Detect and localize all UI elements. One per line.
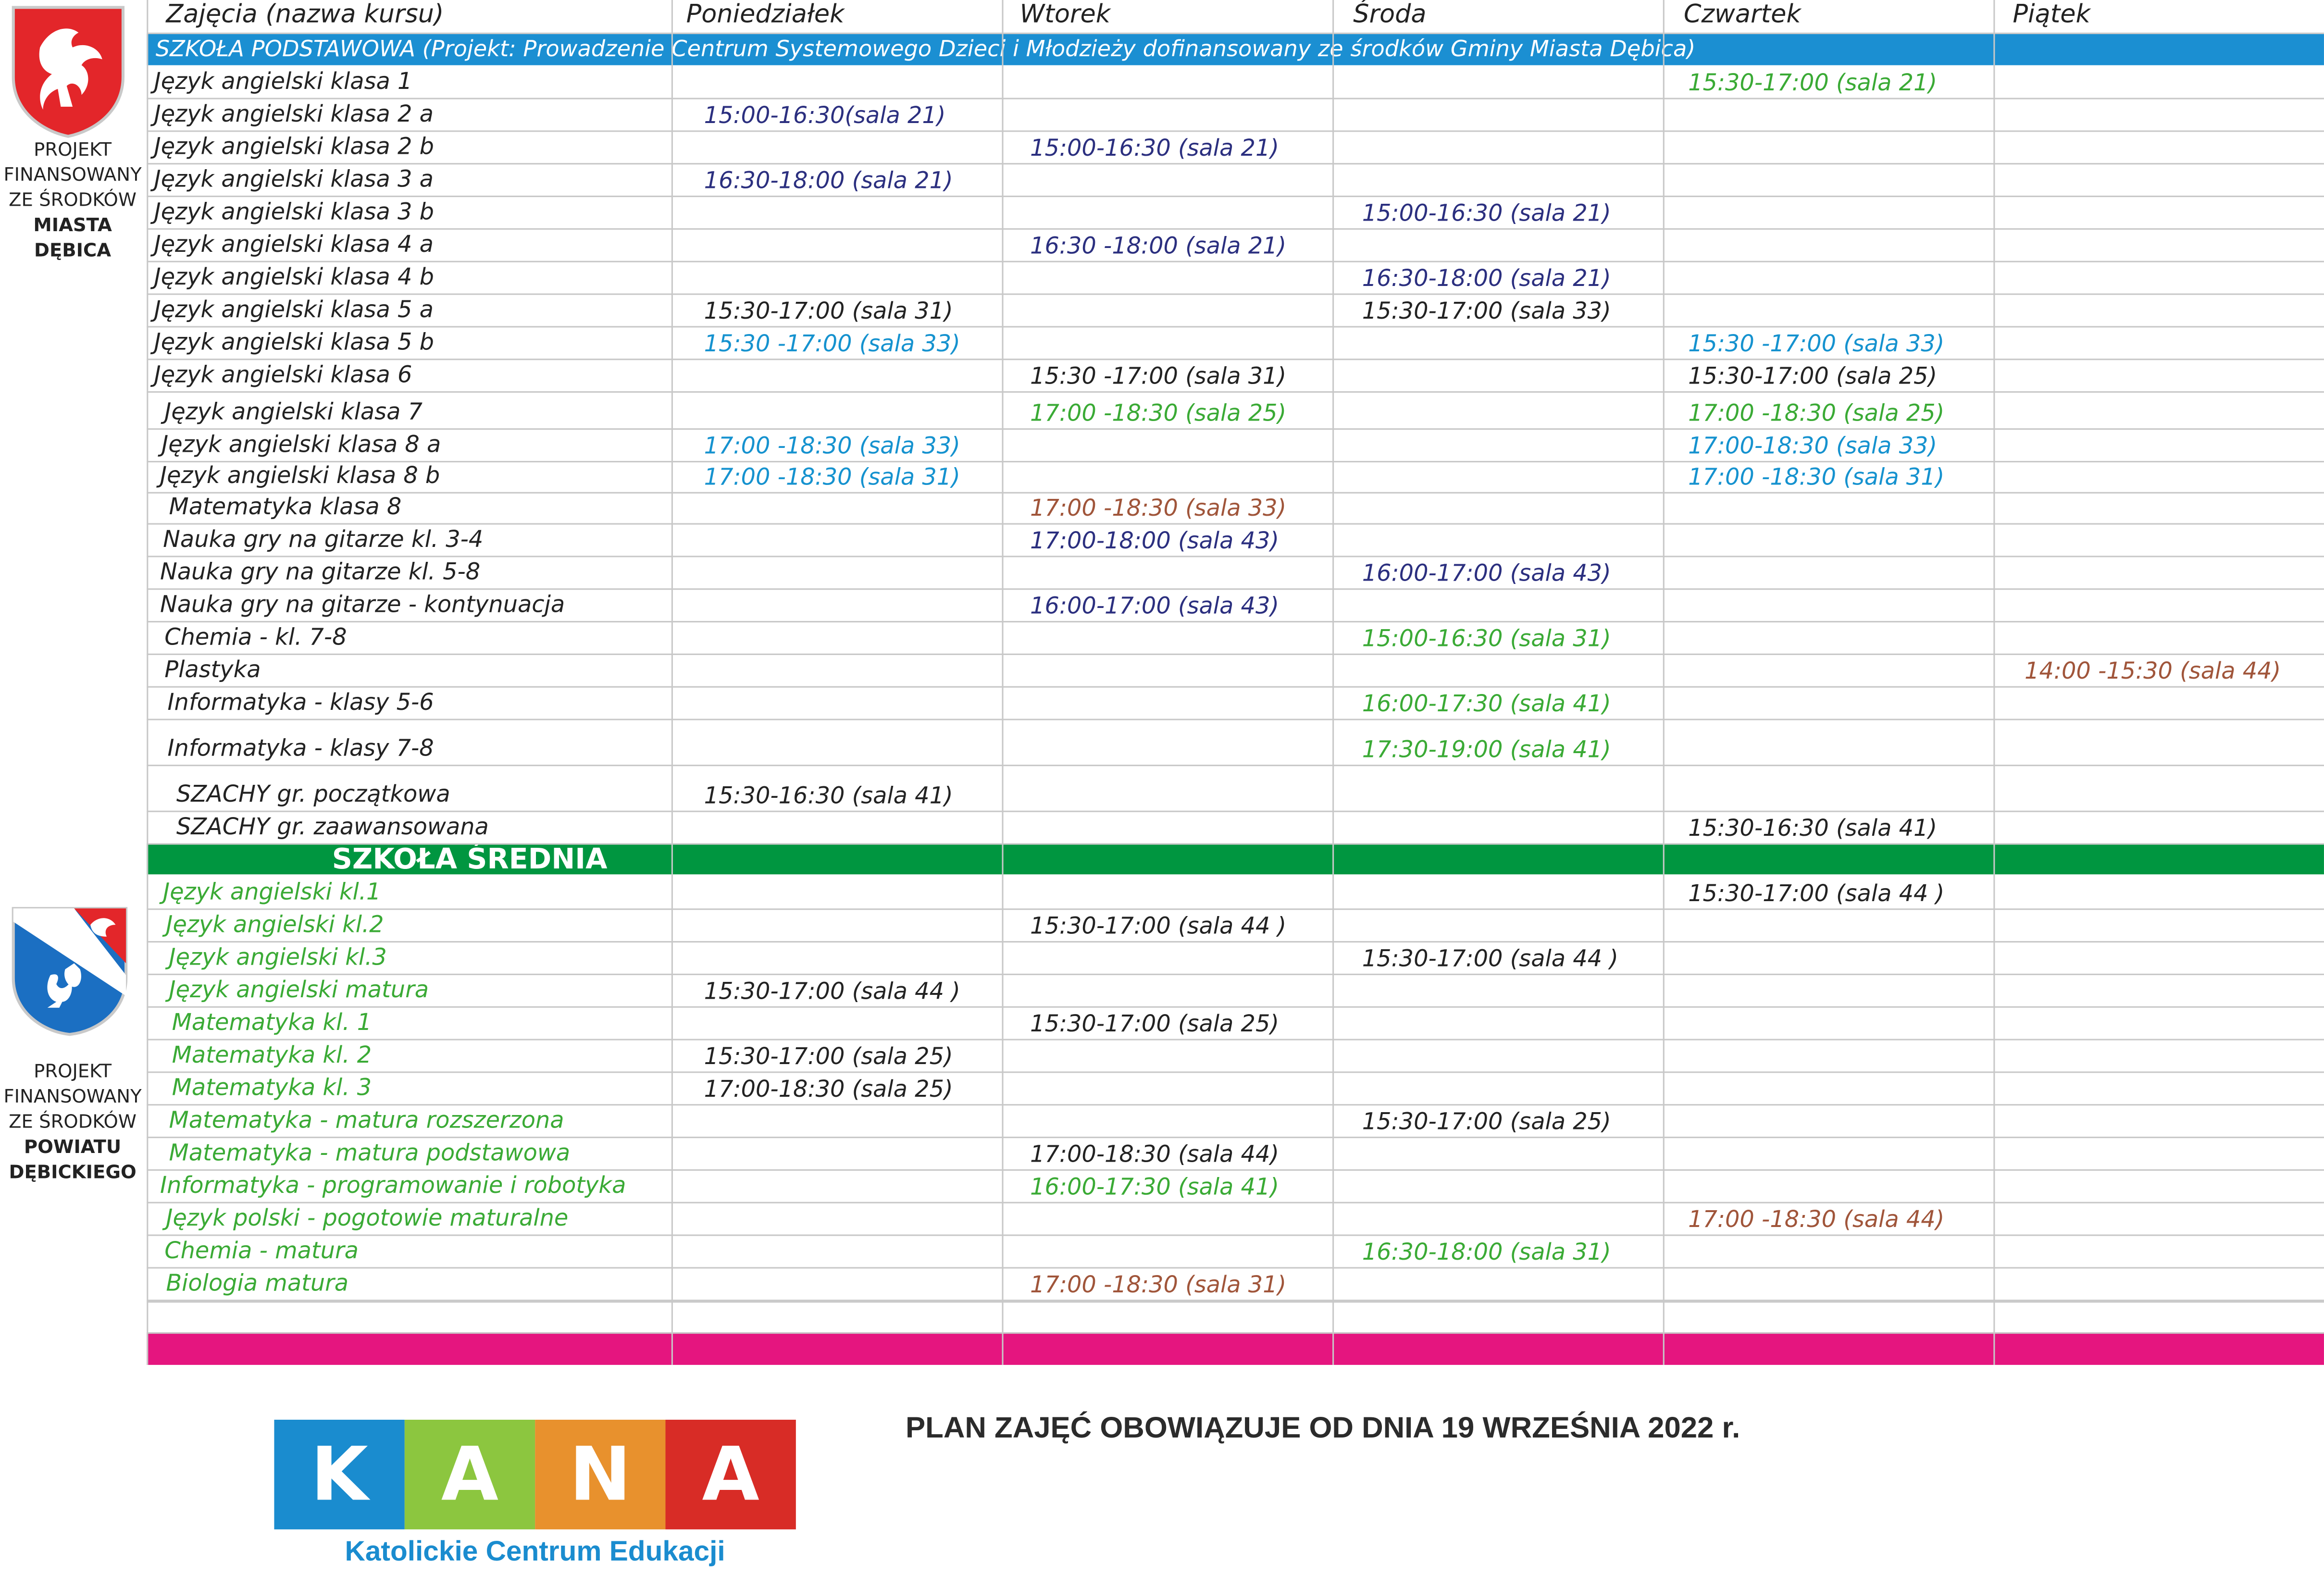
kana-letter-n: N <box>535 1420 665 1529</box>
grid-row-line <box>147 843 2324 845</box>
grid-row-line <box>147 588 2324 590</box>
primary-course-name: Język angielski klasa 8 b <box>160 462 440 489</box>
secondary-course-name: Matematyka kl. 3 <box>172 1074 372 1102</box>
secondary-course-name: Język angielski kl.3 <box>169 944 387 971</box>
secondary-course-name: Język polski - pogotowie maturalne <box>166 1204 569 1232</box>
kana-letter-a2: A <box>665 1420 795 1529</box>
primary-time-cell: 16:30-18:00 (sala 21) <box>704 167 953 194</box>
primary-course-name: Informatyka - klasy 5-6 <box>167 689 434 716</box>
county-caption-bold: POWIATU <box>24 1135 122 1158</box>
grid-row-line <box>147 294 2324 295</box>
kana-letter-a: A <box>405 1420 535 1529</box>
primary-course-name: Język angielski klasa 3 a <box>154 166 434 193</box>
grid-row-line <box>147 556 2324 557</box>
grid-row-line <box>147 391 2324 393</box>
primary-time-cell: 17:00 -18:30 (sala 31) <box>704 464 960 491</box>
grid-row-line <box>147 1137 2324 1138</box>
primary-time-cell: 16:00-17:00 (sala 43) <box>1030 593 1280 620</box>
secondary-course-name: Matematyka kl. 1 <box>172 1009 372 1036</box>
grid-col-line <box>671 0 673 1365</box>
secondary-course-name: Biologia matura <box>166 1270 349 1297</box>
grid-row-line <box>147 261 2324 262</box>
county-crest-icon <box>9 904 131 1038</box>
grid-row-line <box>147 1006 2324 1008</box>
header-tuesday: Wtorek <box>1019 0 1111 30</box>
city-crest-icon <box>7 3 129 139</box>
grid-row-line <box>147 33 2324 34</box>
primary-time-cell: 15:30 -17:00 (sala 33) <box>704 330 960 358</box>
grid-row-line <box>147 811 2324 812</box>
primary-time-cell: 15:00-16:30 (sala 31) <box>1362 625 1611 652</box>
secondary-time-cell: 17:00-18:30 (sala 44) <box>1030 1141 1280 1168</box>
header-wednesday: Środa <box>1353 0 1427 30</box>
secondary-course-name: Matematyka - matura rozszerzona <box>169 1107 564 1134</box>
secondary-time-cell: 16:30-18:00 (sala 31) <box>1362 1239 1611 1266</box>
city-caption-line: ZE ŚRODKÓW <box>9 188 137 211</box>
primary-time-cell: 15:30-17:00 (sala 31) <box>704 297 953 325</box>
primary-time-cell: 16:30-18:00 (sala 21) <box>1362 265 1611 292</box>
bottom-band <box>147 1332 2324 1365</box>
grid-row-line <box>147 196 2324 197</box>
grid-row-line <box>147 1332 2324 1334</box>
primary-course-name: Matematyka klasa 8 <box>169 493 402 521</box>
section-title-primary: SZKOŁA PODSTAWOWA (Projekt: Prowadzenie Centrum Systemowego Dzieci i Młodzieży dofinansowany ze środków Gminy Miasta Dębica) <box>155 36 1696 62</box>
primary-course-name: Nauka gry na gitarze kl. 3-4 <box>163 526 484 553</box>
secondary-time-cell: 17:00 -18:30 (sala 44) <box>1688 1206 1945 1233</box>
primary-course-name: SZACHY gr. początkowa <box>176 781 450 808</box>
primary-course-name: SZACHY gr. zaawansowana <box>176 813 489 841</box>
county-coat-of-arms <box>9 904 131 1038</box>
city-caption-line: PROJEKT <box>34 137 112 161</box>
grid-col-line <box>1663 0 1665 1365</box>
primary-course-name: Język angielski klasa 8 a <box>162 431 441 458</box>
primary-time-cell: 15:00-16:30 (sala 21) <box>1362 200 1611 227</box>
grid-row-line <box>147 686 2324 688</box>
kana-letter-k: K <box>274 1420 404 1529</box>
secondary-course-name: Matematyka kl. 2 <box>172 1041 372 1069</box>
primary-time-cell: 15:00-16:30(sala 21) <box>704 102 946 129</box>
primary-time-cell: 15:30 -17:00 (sala 31) <box>1030 363 1287 390</box>
grid-row-line <box>147 1039 2324 1041</box>
secondary-time-cell: 16:00-17:30 (sala 41) <box>1030 1174 1280 1201</box>
primary-course-name: Informatyka - klasy 7-8 <box>167 735 434 762</box>
grid-col-line <box>1332 0 1334 1365</box>
primary-time-cell: 16:30 -18:00 (sala 21) <box>1030 233 1287 260</box>
county-caption-line: ZE ŚRODKÓW <box>9 1110 137 1132</box>
city-logo-caption <box>0 136 145 262</box>
grid-col-line <box>1002 0 1003 1365</box>
kana-subtitle: Katolickie Centrum Edukacji <box>345 1537 725 1568</box>
grid-row-line <box>147 98 2324 99</box>
grid-row-line <box>147 654 2324 655</box>
grid-row-line <box>147 326 2324 327</box>
primary-time-cell: 17:00 -18:30 (sala 25) <box>1688 400 1945 427</box>
grid-row-line <box>147 1104 2324 1105</box>
grid-row-line <box>147 765 2324 766</box>
header-monday: Poniedziałek <box>686 0 845 30</box>
primary-time-cell: 15:30-16:30 (sala 41) <box>1688 815 1938 842</box>
primary-time-cell: 15:30-17:00 (sala 21) <box>1688 69 1938 97</box>
primary-course-name: Język angielski klasa 2 b <box>154 133 434 161</box>
secondary-time-cell: 15:30-17:00 (sala 25) <box>1030 1010 1280 1038</box>
grid-row-line <box>147 719 2324 720</box>
primary-course-name: Nauka gry na gitarze - kontynuacja <box>160 591 565 618</box>
grid-row-line <box>147 1301 2324 1302</box>
primary-time-cell: 17:00 -18:30 (sala 33) <box>704 433 960 459</box>
secondary-time-cell: 17:00-18:30 (sala 25) <box>704 1076 953 1103</box>
secondary-course-name: Informatyka - programowanie i robotyka <box>160 1172 626 1199</box>
secondary-time-cell: 15:30-17:00 (sala 44 ) <box>1688 880 1945 907</box>
primary-course-name: Język angielski klasa 4 a <box>154 231 434 258</box>
primary-time-cell: 17:00-18:00 (sala 43) <box>1030 527 1280 555</box>
primary-course-name: Język angielski klasa 1 <box>154 68 412 95</box>
primary-time-cell: 14:00 -15:30 (sala 44) <box>2025 658 2281 685</box>
header-thursday: Czwartek <box>1683 0 1801 30</box>
county-logo-caption <box>0 1058 145 1184</box>
grid-row-line <box>147 1202 2324 1203</box>
secondary-course-name: Język angielski matura <box>169 977 429 1004</box>
grid-row-line <box>147 621 2324 622</box>
secondary-time-cell: 17:00 -18:30 (sala 31) <box>1030 1271 1287 1299</box>
primary-course-name: Język angielski klasa 3 b <box>154 198 434 225</box>
primary-time-cell: 17:30-19:00 (sala 41) <box>1362 736 1611 764</box>
primary-time-cell: 15:30-17:00 (sala 33) <box>1362 297 1611 325</box>
grid-row-line <box>147 130 2324 132</box>
grid-row-line <box>147 1071 2324 1073</box>
primary-time-cell: 15:30-17:00 (sala 25) <box>1688 363 1938 390</box>
secondary-course-name: Matematyka - matura podstawowa <box>169 1140 571 1166</box>
grid-row-line <box>147 908 2324 910</box>
grid-row-line <box>147 974 2324 975</box>
primary-course-name: Język angielski klasa 4 b <box>154 263 434 291</box>
primary-course-name: Nauka gry na gitarze kl. 5-8 <box>160 558 481 585</box>
section-band-primary <box>147 34 2324 65</box>
primary-course-name: Język angielski klasa 5 b <box>154 329 434 356</box>
grid-row-line <box>147 163 2324 164</box>
primary-time-cell: 17:00 -18:30 (sala 25) <box>1030 400 1287 427</box>
grid-row-line <box>147 461 2324 462</box>
primary-time-cell: 16:00-17:00 (sala 43) <box>1362 560 1611 587</box>
grid-row-line <box>147 428 2324 430</box>
primary-time-cell: 17:00 -18:30 (sala 31) <box>1688 464 1945 491</box>
validity-notice: PLAN ZAJĘĆ OBOWIĄZUJE OD DNIA 19 WRZEŚNIA 2022 r. <box>906 1412 1740 1445</box>
primary-course-name: Język angielski klasa 2 a <box>154 100 434 128</box>
secondary-time-cell: 15:30-17:00 (sala 44 ) <box>1362 945 1618 972</box>
primary-course-name: Język angielski klasa 7 <box>164 398 423 425</box>
grid-col-line <box>1993 0 1995 1365</box>
secondary-time-cell: 15:30-17:00 (sala 44 ) <box>1030 913 1287 940</box>
grid-col-line <box>147 0 148 1365</box>
primary-time-cell: 17:00-18:30 (sala 33) <box>1688 433 1938 459</box>
city-caption-bold: DĘBICA <box>34 238 112 261</box>
grid-row-line <box>147 523 2324 524</box>
city-coat-of-arms <box>7 3 129 139</box>
city-caption-bold: MIASTA <box>33 213 112 236</box>
section-title-secondary: SZKOŁA ŚREDNIA <box>332 843 608 876</box>
secondary-course-name: Chemia - matura <box>164 1237 359 1264</box>
secondary-course-name: Język angielski kl.2 <box>166 911 384 938</box>
secondary-time-cell: 15:30-17:00 (sala 44 ) <box>704 978 960 1005</box>
county-caption-line: PROJEKT <box>34 1059 112 1082</box>
secondary-time-cell: 15:30-17:00 (sala 25) <box>704 1043 953 1070</box>
header-friday: Piątek <box>2013 0 2090 30</box>
grid-row-line <box>147 1169 2324 1171</box>
primary-time-cell: 15:30 -17:00 (sala 33) <box>1688 330 1945 358</box>
grid-row-line <box>147 359 2324 360</box>
grid-row-line <box>147 492 2324 494</box>
secondary-time-cell: 15:30-17:00 (sala 25) <box>1362 1108 1611 1135</box>
section-band-secondary <box>147 843 2324 875</box>
grid-row-line <box>147 1235 2324 1236</box>
grid-row-line <box>147 941 2324 942</box>
primary-time-cell: 15:00-16:30 (sala 21) <box>1030 135 1280 162</box>
county-caption-bold: DĘBICKIEGO <box>9 1160 137 1183</box>
county-caption-line: FINANSOWANY <box>3 1085 142 1107</box>
primary-time-cell: 16:00-17:30 (sala 41) <box>1362 690 1611 718</box>
primary-course-name: Chemia - kl. 7-8 <box>164 624 347 651</box>
primary-time-cell: 15:30-16:30 (sala 41) <box>704 782 953 809</box>
primary-course-name: Język angielski klasa 6 <box>154 361 412 388</box>
grid-row-line <box>147 1267 2324 1268</box>
grid-row-line <box>147 228 2324 230</box>
primary-course-name: Plastyka <box>164 656 261 683</box>
header-course: Zajęcia (nazwa kursu) <box>166 0 444 30</box>
primary-course-name: Język angielski klasa 5 a <box>154 296 434 323</box>
primary-time-cell: 17:00 -18:30 (sala 33) <box>1030 495 1287 522</box>
city-caption-line: FINANSOWANY <box>3 163 142 186</box>
secondary-course-name: Język angielski kl.1 <box>163 879 381 906</box>
